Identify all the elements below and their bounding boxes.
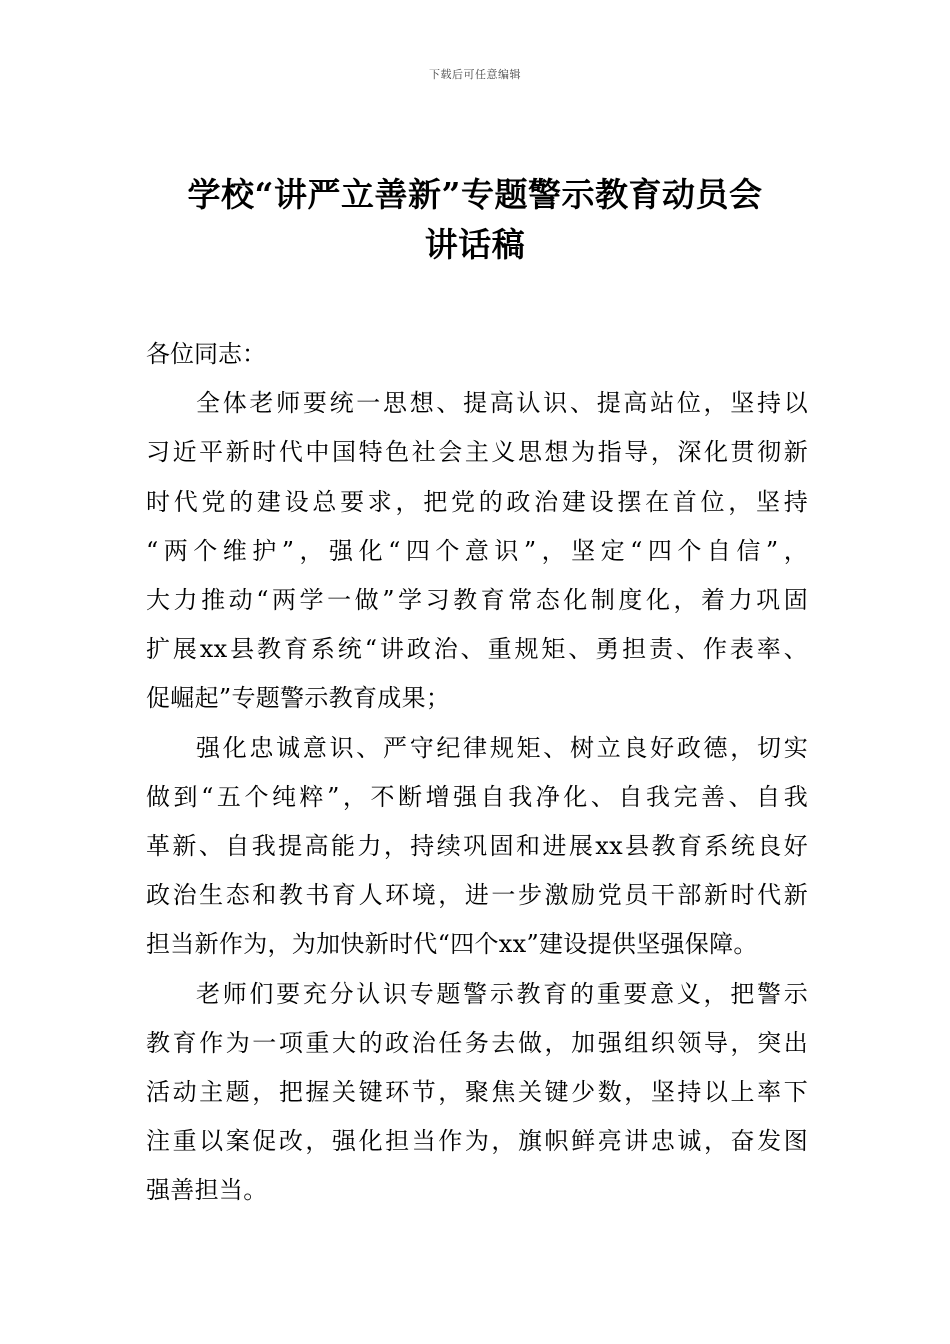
paragraph-line: 革新、自我提高能力，持续巩固和进展xx县教育系统良好: [146, 832, 808, 861]
paragraph-line: 习近平新时代中国特色社会主义思想为指导，深化贯彻新: [146, 438, 808, 467]
paragraph-line: 大力推动“两学一做”学习教育常态化制度化，着力巩固: [146, 586, 808, 615]
paragraph-line: 教育作为一项重大的政治任务去做，加强组织领导，突出: [146, 1028, 808, 1057]
paragraph-line: 活动主题，把握关键环节，聚焦关键少数，坚持以上率下: [146, 1078, 808, 1107]
title-line-1: 学校“讲严立善新”专题警示教育动员会: [187, 175, 763, 214]
paragraph-line: 老师们要充分认识专题警示教育的重要意义，把警示: [196, 979, 808, 1008]
paragraph-line: 政治生态和教书育人环境，进一步激励党员干部新时代新: [146, 881, 808, 910]
paragraph-line: 做到“五个纯粹”，不断增强自我净化、自我完善、自我: [146, 782, 808, 811]
salutation: 各位同志：: [146, 340, 266, 368]
paragraph-line: “两个维护”，强化“四个意识”，坚定“四个自信”，: [146, 536, 808, 565]
paragraph-line: 注重以案促改，强化担当作为，旗帜鲜亮讲忠诚，奋发图: [146, 1127, 808, 1156]
paragraph-line: 强善担当。: [146, 1176, 268, 1205]
paragraph-line: 全体老师要统一思想、提高认识、提高站位，坚持以: [196, 389, 808, 418]
header-note: 下载后可任意编辑: [429, 68, 521, 81]
title-line-2: 讲话稿: [424, 225, 526, 264]
paragraph-line: 扩展xx县教育系统“讲政治、重规矩、勇担责、作表率、: [146, 635, 808, 664]
paragraph-line: 促崛起”专题警示教育成果；: [146, 684, 451, 713]
document-title: [150, 170, 800, 270]
paragraph-1: [146, 379, 808, 723]
document-body: [146, 330, 808, 1216]
paragraph-2: [146, 724, 808, 970]
paragraph-line: 强化忠诚意识、严守纪律规矩、树立良好政德，切实: [196, 733, 808, 762]
paragraph-line: 时代党的建设总要求，把党的政治建设摆在首位，坚持: [146, 487, 808, 516]
paragraph-line: 担当新作为，为加快新时代“四个xx”建设提供坚强保障。: [146, 930, 758, 959]
paragraph-3: [146, 970, 808, 1216]
